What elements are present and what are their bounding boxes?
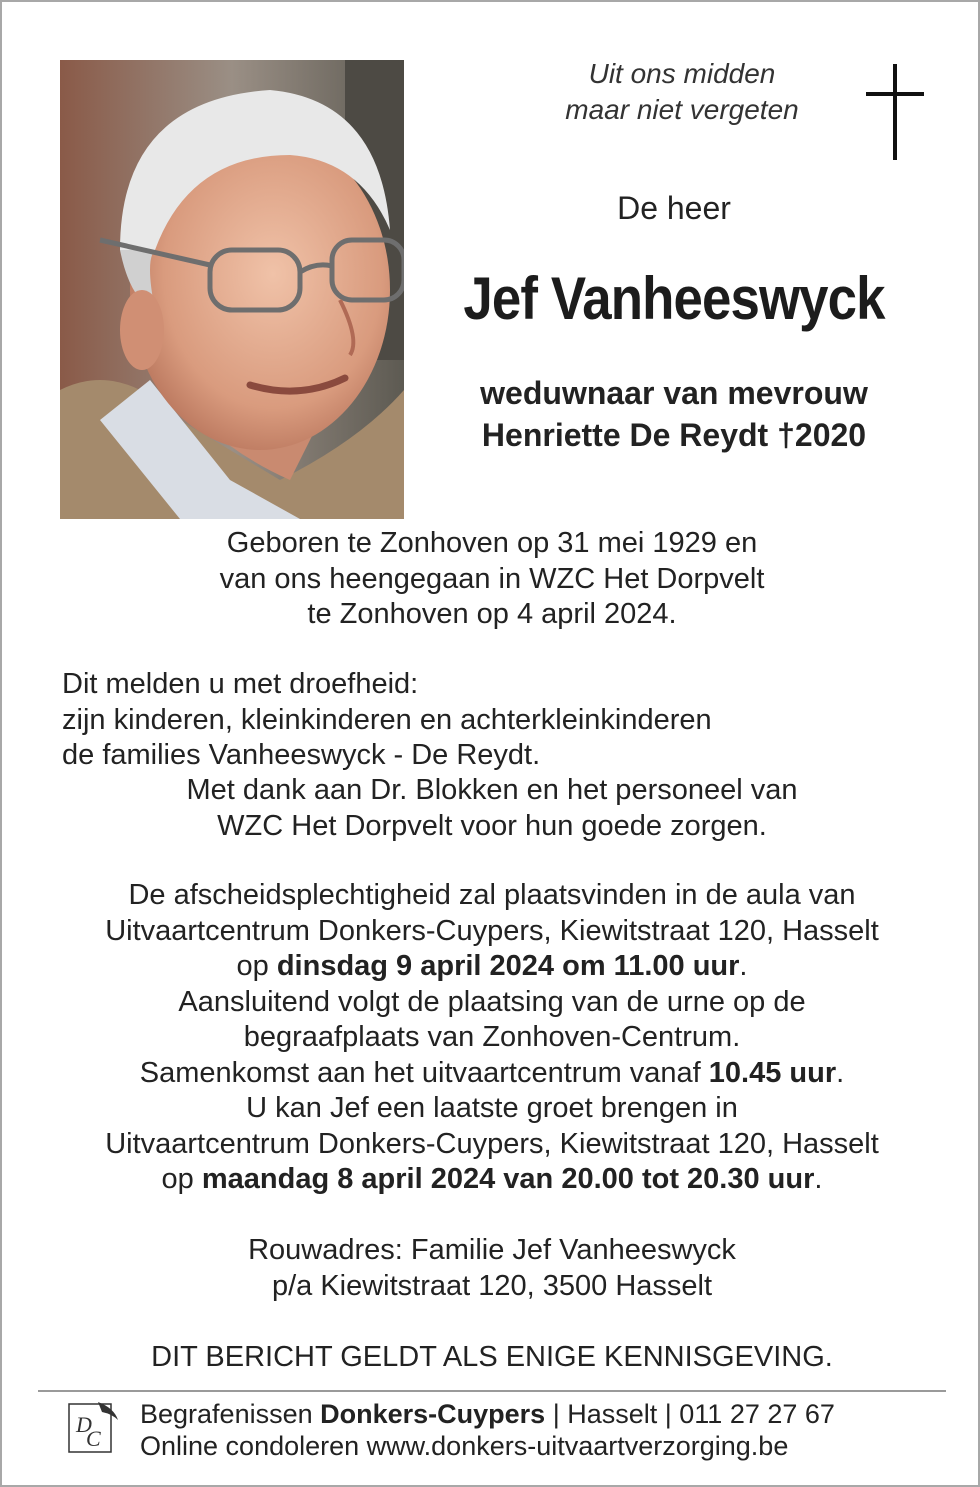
ceremony-line-6-pre: Samenkomst aan het uitvaartcentrum vanaf	[139, 1056, 709, 1089]
widower-of	[422, 372, 926, 456]
thanks	[2, 773, 980, 844]
deceased-name: Jef Vanheeswyck	[463, 265, 885, 332]
footer-contact: | Hasselt | 011 27 27 67	[545, 1399, 835, 1429]
thanks-line-1: Met dank aan Dr. Blokken en het personeel van	[186, 774, 798, 806]
motto-line-1: Uit ons midden	[588, 58, 776, 89]
cross-icon	[866, 64, 924, 160]
address-line-1: Rouwadres: Familie Jef Vanheeswyck	[248, 1234, 736, 1266]
visitation-time: maandag 8 april 2024 van 20.00 tot 20.30 uur	[201, 1163, 815, 1195]
footer-line-2: Online condoleren www.donkers-uitvaartverzorging.be	[140, 1431, 789, 1461]
ceremony-line-3-pre: op	[236, 950, 277, 982]
svg-text:C: C	[86, 1426, 101, 1451]
ceremony-line-9-pre: op	[161, 1163, 202, 1195]
ceremony-line-3-post: .	[739, 950, 748, 982]
thanks-line-2: WZC Het Dorpvelt voor hun goede zorgen.	[217, 809, 767, 842]
motto-line-2: maar niet vergeten	[565, 94, 799, 125]
footer	[140, 1398, 960, 1462]
ceremony-line-6-post: .	[836, 1056, 845, 1089]
notice: DIT BERICHT GELDT ALS ENIGE KENNISGEVING.	[151, 1341, 833, 1373]
ceremony-line-5: begraafplaats van Zonhoven-Centrum.	[243, 1021, 741, 1053]
announcement	[62, 667, 942, 774]
funeral-home-name: Donkers-Cuypers	[320, 1399, 546, 1429]
ceremony-line-1: De afscheidsplechtigheid zal plaatsvinden in de aula van	[128, 879, 856, 911]
ceremony-line-9-post: .	[814, 1163, 823, 1195]
funeral-home-logo-icon	[68, 1400, 120, 1456]
ceremony-info	[2, 878, 980, 1198]
ceremony-line-3	[2, 949, 980, 985]
announce-line-1: Dit melden u met droefheid:	[62, 668, 419, 700]
footer-line-1	[140, 1398, 960, 1430]
ceremony-line-2: Uitvaartcentrum Donkers-Cuypers, Kiewitstraat 120, Hasselt	[105, 914, 879, 947]
ceremony-line-4: Aansluitend volgt de plaatsing van de urne op de	[178, 985, 806, 1018]
footer-prefix: Begrafenissen	[140, 1399, 321, 1429]
widower-line-1: weduwnaar van mevrouw	[480, 375, 868, 411]
widower-line-2: Henriette De Reydt †2020	[481, 417, 867, 453]
gathering-time: 10.45 uur	[708, 1056, 837, 1089]
announce-line-3: de families Vanheeswyck - De Reydt.	[62, 739, 541, 771]
ceremony-line-7: U kan Jef een laatste groet brengen in	[246, 1092, 738, 1124]
mourning-address	[2, 1233, 980, 1304]
ceremony-line-6	[2, 1056, 980, 1092]
svg-text:D: D	[76, 1412, 92, 1437]
birth-line-1: Geboren te Zonhoven op 31 mei 1929 en	[226, 527, 758, 559]
ceremony-date: dinsdag 9 april 2024 om 11.00 uur	[276, 950, 740, 982]
birth-line-2: van ons heengegaan in WZC Het Dorpvelt	[219, 562, 765, 595]
portrait-photo	[60, 60, 404, 519]
honorific: De heer	[617, 190, 731, 226]
motto	[512, 56, 852, 128]
address-line-2: p/a Kiewitstraat 120, 3500 Hasselt	[271, 1269, 713, 1302]
footer-divider	[38, 1390, 946, 1392]
ceremony-line-9	[2, 1162, 980, 1198]
birth-death-info	[2, 526, 980, 633]
announce-line-2: zijn kinderen, kleinkinderen en achterkleinkinderen	[62, 703, 712, 736]
birth-line-3: te Zonhoven op 4 april 2024.	[307, 598, 677, 630]
ceremony-line-8: Uitvaartcentrum Donkers-Cuypers, Kiewitstraat 120, Hasselt	[105, 1127, 879, 1160]
